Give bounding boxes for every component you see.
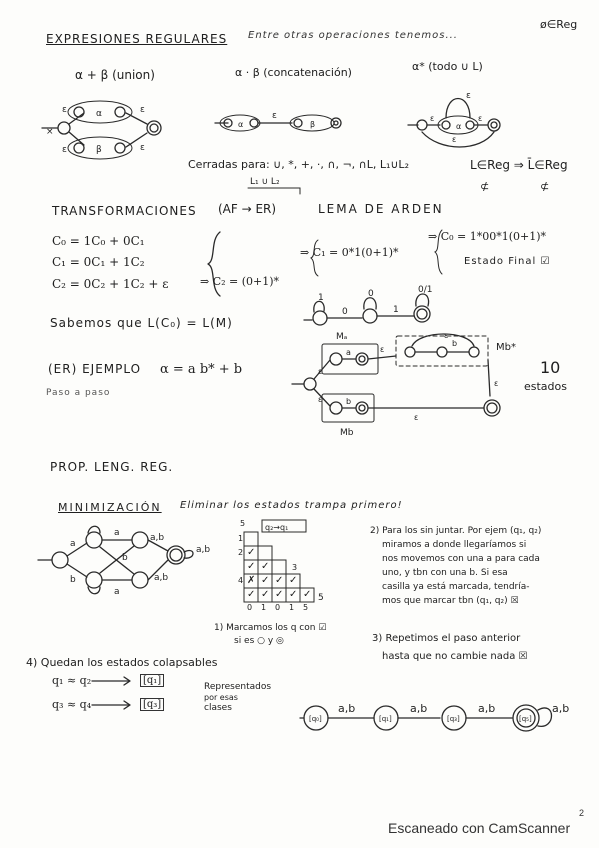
- table-cell: ✓: [261, 589, 270, 600]
- svg-text:ε: ε: [444, 331, 449, 340]
- minim-equivalence-class-2: [q₃]: [140, 698, 164, 711]
- table-cell: ✓: [289, 589, 298, 600]
- minim-represent-note: [204, 682, 271, 714]
- arden-conclusion: Sabemos que L(C₀) = L(M): [50, 316, 233, 330]
- svg-text:0: 0: [368, 289, 374, 299]
- svg-text:b: b: [346, 397, 352, 406]
- svg-text:0: 0: [342, 307, 348, 317]
- svg-text:b: b: [452, 339, 458, 348]
- page-number: 2: [579, 808, 585, 818]
- transform-lemma: LEMA DE ARDEN: [318, 202, 444, 216]
- represent-line: por esas: [204, 693, 238, 702]
- example-note: Paso a paso: [46, 388, 111, 398]
- svg-text:ε: ε: [318, 395, 323, 404]
- table-col-label: 1: [289, 603, 295, 612]
- table-cell: ✓: [247, 589, 256, 600]
- minim-equivalence-class-1: [q₁]: [140, 674, 164, 687]
- table-cell: ✓: [247, 547, 256, 558]
- minim-step2-line: mos que marcar tbn (q₁, q₂) ☒: [382, 596, 519, 606]
- svg-text:1: 1: [318, 293, 324, 303]
- svg-text:α: α: [238, 120, 244, 129]
- represent-line: clases: [204, 703, 232, 713]
- minim-step3: [372, 630, 527, 666]
- svg-text:ε: ε: [494, 379, 499, 388]
- svg-text:a,b: a,b: [478, 702, 496, 715]
- svg-text:[q₁]: [q₁]: [379, 715, 392, 723]
- minim-step1-line: si es ○ y ◎: [234, 636, 284, 646]
- svg-text:[q₀]: [q₀]: [309, 715, 322, 723]
- svg-text:ε: ε: [478, 114, 483, 123]
- table-cell: ✓: [289, 575, 298, 586]
- header-subtitle: Entre otras operaciones tenemos...: [248, 30, 458, 41]
- arden-automaton: [304, 285, 432, 325]
- svg-text:a,b: a,b: [154, 573, 169, 583]
- minim-dfa: [38, 526, 210, 597]
- union-final-state: [147, 121, 161, 135]
- final-minimized-automaton: [300, 702, 569, 731]
- svg-text:a,b: a,b: [338, 702, 356, 715]
- minim-equivalence-2: q₃ ≈ q₄: [52, 698, 92, 711]
- svg-text:b: b: [70, 575, 76, 585]
- section-title-regex: EXPRESIONES REGULARES: [46, 32, 228, 46]
- svg-text:ε: ε: [272, 111, 277, 121]
- table-row-label: 1: [238, 534, 244, 543]
- union-start-state: [58, 122, 70, 134]
- header-corner-note: ø∈Reg: [540, 18, 578, 31]
- svg-text:ε: ε: [452, 135, 457, 144]
- represent-line: Representados: [204, 682, 272, 692]
- minim-step2-line: miramos a donde llegaríamos si: [382, 540, 527, 550]
- svg-text:β: β: [96, 145, 102, 155]
- svg-text:ε: ε: [318, 367, 323, 376]
- svg-text:×: ×: [46, 127, 54, 137]
- op-concat: α · β (concatenación): [235, 66, 352, 79]
- union-automaton: [42, 101, 161, 159]
- complement-mark-1: ⊄: [480, 180, 490, 193]
- svg-text:ε: ε: [414, 413, 419, 422]
- op-star: α* (todo ∪ L): [412, 60, 483, 73]
- svg-text:1: 1: [393, 305, 399, 315]
- minim-step3-line: 3) Repetimos el paso anterior: [372, 633, 521, 644]
- svg-text:ε: ε: [62, 145, 67, 155]
- minim-equivalence-1: q₁ ≈ q₂: [52, 674, 92, 687]
- svg-text:ε: ε: [140, 105, 145, 115]
- svg-text:α: α: [456, 122, 462, 131]
- table-col-label: 5: [303, 603, 309, 612]
- svg-text:a: a: [70, 539, 76, 549]
- svg-text:a: a: [114, 587, 120, 597]
- transform-af-er: (AF → ER): [218, 202, 277, 216]
- scanner-watermark: Escaneado con CamScanner: [388, 820, 571, 836]
- section-title-minimizacion: MINIMIZACIÓN: [58, 501, 162, 514]
- svg-text:ε: ε: [140, 143, 145, 153]
- svg-text:a,b: a,b: [552, 702, 570, 715]
- svg-text:b: b: [122, 553, 128, 563]
- svg-text:5: 5: [318, 593, 324, 603]
- svg-text:a,b: a,b: [410, 702, 428, 715]
- table-cell: ✓: [261, 561, 270, 572]
- closure-union-box: L₁ ∪ L₂: [250, 177, 280, 187]
- example-label-mb: Mb: [340, 428, 354, 438]
- section-title-transformaciones: TRANSFORMACIONES: [52, 204, 197, 218]
- arden-eq-c0: C₀ = 1C₀ + 0C₁: [52, 234, 145, 248]
- example-nfa: [292, 331, 500, 422]
- table-col-label: 1: [261, 603, 267, 612]
- section-title-prop: PROP. LENG. REG.: [50, 460, 174, 474]
- table-row-label: 2: [238, 548, 244, 557]
- minim-step1: [214, 622, 326, 648]
- svg-text:5: 5: [240, 519, 246, 528]
- arden-result-c1: ⇒ C₁ = 0*1(0+1)*: [300, 246, 399, 259]
- svg-text:a: a: [114, 528, 120, 538]
- arden-eq-c1: C₁ = 0C₁ + 1C₂: [52, 255, 145, 269]
- svg-text:a,b: a,b: [150, 533, 165, 543]
- svg-text:q₂→q₁: q₂→q₁: [265, 523, 289, 532]
- box-mb-star: [396, 336, 488, 366]
- example-label-ma: Mₐ: [336, 332, 348, 342]
- table-row-label: 4: [238, 576, 244, 585]
- example-state-count: 10: [540, 358, 561, 377]
- minim-step4: 4) Quedan los estados colapsables: [26, 656, 218, 669]
- svg-text:ε: ε: [380, 345, 385, 354]
- svg-text:0/1: 0/1: [418, 285, 433, 295]
- star-automaton: [408, 91, 500, 147]
- op-union: α + β (union): [75, 68, 155, 82]
- example-label-mb-star: Mb*: [496, 342, 516, 353]
- example-title: (ER) EJEMPLO: [48, 362, 142, 376]
- svg-text:ε: ε: [62, 105, 67, 115]
- table-col-label: 0: [275, 603, 281, 612]
- arden-result-c0: ⇒ C₀ = 1*00*1(0+1)*: [428, 230, 547, 243]
- minim-step2: [370, 524, 541, 608]
- concat-automaton: [215, 111, 341, 131]
- svg-text:α: α: [96, 109, 102, 119]
- svg-text:a,b: a,b: [196, 545, 211, 555]
- table-cell: ✓: [261, 575, 270, 586]
- example-state-count-label: estados: [524, 380, 567, 393]
- svg-text:ε: ε: [430, 114, 435, 123]
- svg-text:β: β: [310, 120, 316, 129]
- arden-final-state: Estado Final ☑: [464, 256, 551, 267]
- complement-property: L∈Reg ⇒ L̄∈Reg: [470, 158, 568, 172]
- minim-step2-line: casilla ya está marcada, tendría-: [382, 582, 530, 592]
- table-cell: ✓: [247, 561, 256, 572]
- svg-text:a: a: [346, 348, 351, 357]
- minim-step1-line: 1) Marcamos los q con ☑: [214, 623, 327, 633]
- arden-result-c2: ⇒ C₂ = (0+1)*: [200, 275, 280, 288]
- complement-mark-2: ⊄: [540, 180, 550, 193]
- svg-text:[q₅]: [q₅]: [519, 715, 532, 723]
- arden-eq-c2: C₂ = 0C₂ + 1C₂ + ε: [52, 277, 169, 291]
- table-cell: ✗: [247, 575, 256, 586]
- svg-text:[q₃]: [q₃]: [447, 715, 460, 723]
- table-cell: ✓: [303, 589, 312, 600]
- table-col-label: 0: [247, 603, 253, 612]
- minim-step2-line: uno, y tbn con una b. Si esa: [382, 568, 508, 578]
- table-cell: ✓: [275, 589, 284, 600]
- minim-step3-line: hasta que no cambie nada ☒: [382, 651, 528, 662]
- closure-properties: Cerradas para: ∪, *, +, ·, ∩, ¬, ∩L, L₁∪L₂: [188, 158, 409, 171]
- minim-step2-line: 2) Para los sin juntar. Por ejem (q₁, q₂): [370, 526, 542, 536]
- example-expression: α = a b* + b: [160, 362, 243, 377]
- svg-text:ε: ε: [466, 91, 471, 101]
- table-cell: ✓: [275, 575, 284, 586]
- minim-subtitle: Eliminar los estados trampa primero!: [180, 500, 403, 511]
- table-row-label: 3: [292, 563, 298, 572]
- minim-step2-line: nos movemos con una a para cada: [382, 554, 540, 564]
